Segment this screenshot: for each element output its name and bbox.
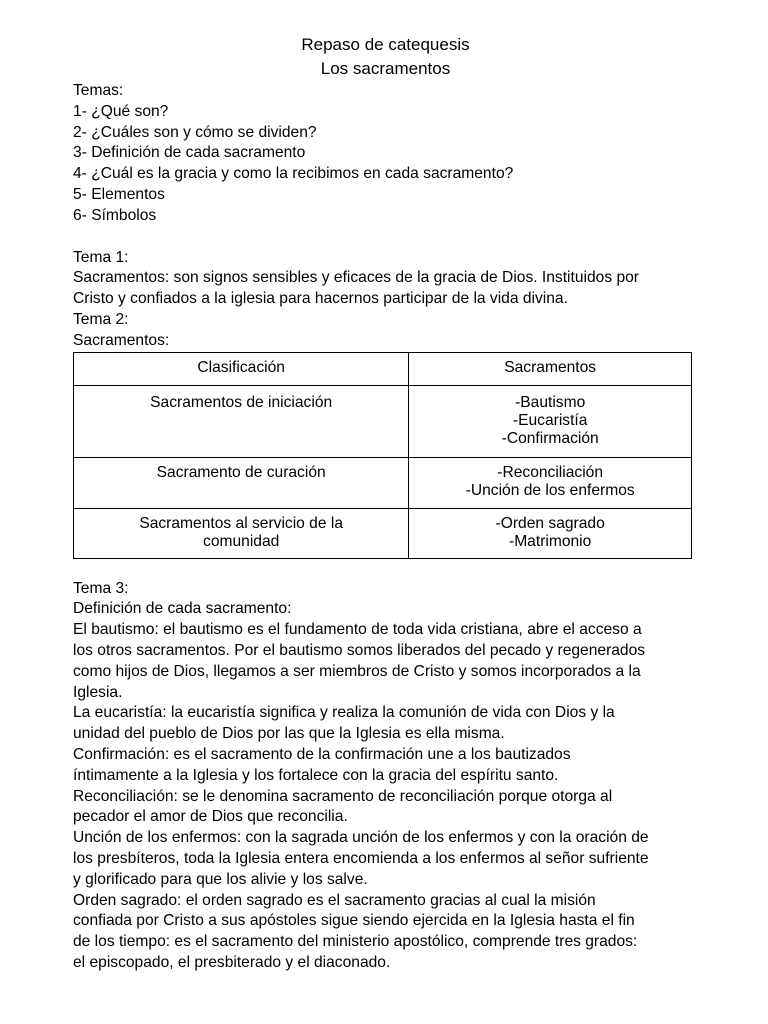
document-subtitle: Los sacramentos	[320, 59, 451, 78]
sacramentos-table	[73, 352, 692, 559]
table-header-row	[74, 352, 692, 385]
cell-text: comunidad	[203, 532, 280, 550]
tema3-text-line: unidad del pueblo de Dios por las que la Iglesia es ella misma.	[73, 725, 505, 743]
tema3-text-line: el episcopado, el presbiterado y el diaconado.	[73, 953, 391, 971]
table-cell-clasificacion	[74, 385, 409, 457]
temas-label: Temas:	[73, 82, 124, 99]
tema-item: 4- ¿Cuál es la gracia y como la recibimos en cada sacramento?	[73, 165, 514, 183]
tema3-text-line: confiada por Cristo a sus apóstoles sigue siendo ejercida en la Iglesia hasta el fin	[73, 912, 635, 930]
table-row	[74, 508, 692, 558]
table-cell-sacramentos	[409, 385, 692, 457]
tema-item: 2- ¿Cuáles son y cómo se dividen?	[73, 123, 317, 141]
cell-text: Sacramento de curación	[156, 463, 326, 481]
table-header-cell: Clasificación	[74, 352, 409, 385]
tema3-text-line: como hijos de Dios, llegamos a ser miembros de Cristo y somos incorporados a la	[73, 662, 641, 680]
cell-text: -Matrimonio	[509, 532, 592, 550]
tema-item: 5- Elementos	[73, 185, 165, 203]
cell-text: -Bautismo	[515, 393, 586, 411]
spacer	[73, 227, 698, 248]
tema3-text-line: y glorificado para que los alivie y los salve.	[73, 870, 368, 888]
tema3-sublabel: Definición de cada sacramento:	[73, 600, 292, 618]
tema1-text-line: Sacramentos: son signos sensibles y eficaces de la gracia de Dios. Instituidos por	[73, 269, 639, 287]
tema3-text-line: Unción de los enfermos: con la sagrada unción de los enfermos y con la oración de	[73, 829, 649, 847]
tema-item: 1- ¿Qué son?	[73, 102, 169, 120]
tema-item: 3- Definición de cada sacramento	[73, 144, 306, 162]
table-header-cell: Sacramentos	[409, 352, 692, 385]
cell-text: -Unción de los enfermos	[465, 481, 635, 499]
table-row	[74, 457, 692, 508]
cell-text: -Reconciliación	[497, 463, 604, 481]
tema3-text-line: los otros sacramentos. Por el bautismo somos liberados del pecado y regenerados	[73, 641, 646, 659]
cell-text: Sacramentos al servicio de la	[139, 514, 343, 532]
table-cell-clasificacion	[74, 457, 409, 508]
tema3-text-line: íntimamente a la Iglesia y los fortalece con la gracia del espíritu santo.	[73, 766, 559, 784]
tema3-text-line: El bautismo: el bautismo es el fundamento de toda vida cristiana, abre el acceso a	[73, 621, 642, 639]
tema1-label: Tema 1:	[73, 248, 129, 266]
cell-text: -Confirmación	[501, 429, 599, 447]
table-cell-sacramentos	[409, 457, 692, 508]
cell-text: -Eucaristía	[512, 411, 588, 429]
document-page	[73, 33, 698, 974]
tema2-sublabel: Sacramentos:	[73, 331, 170, 349]
spacer	[73, 559, 698, 579]
table-cell-sacramentos	[409, 508, 692, 558]
tema3-text-line: de los tiempo: es el sacramento del ministerio apostólico, comprende tres grados:	[73, 933, 638, 951]
tema3-text-line: los presbíteros, toda la Iglesia entera encomienda a los enfermos al señor sufriente	[73, 849, 649, 867]
table-cell-clasificacion	[74, 508, 409, 558]
tema3-text-line: Iglesia.	[73, 683, 123, 701]
tema-item: 6- Símbolos	[73, 206, 157, 224]
cell-text: Sacramentos de iniciación	[150, 393, 333, 411]
table-row	[74, 385, 692, 457]
cell-text: -Orden sagrado	[495, 514, 605, 532]
tema1-text-line: Cristo y confiados a la iglesia para hacernos participar de la vida divina.	[73, 290, 568, 308]
tema3-label: Tema 3:	[73, 579, 129, 597]
tema3-text-line: Reconciliación: se le denomina sacramento de reconciliación porque otorga al	[73, 787, 613, 805]
tema3-text-line: La eucaristía: la eucaristía significa y realiza la comunión de vida con Dios y la	[73, 704, 615, 722]
tema3-text-line: pecador el amor de Dios que reconcilia.	[73, 808, 348, 826]
document-title: Repaso de catequesis	[301, 35, 470, 54]
tema2-label: Tema 2:	[73, 310, 129, 328]
tema3-text-line: Orden sagrado: el orden sagrado es el sacramento gracias al cual la misión	[73, 891, 596, 909]
tema3-text-line: Confirmación: es el sacramento de la confirmación une a los bautizados	[73, 745, 571, 763]
